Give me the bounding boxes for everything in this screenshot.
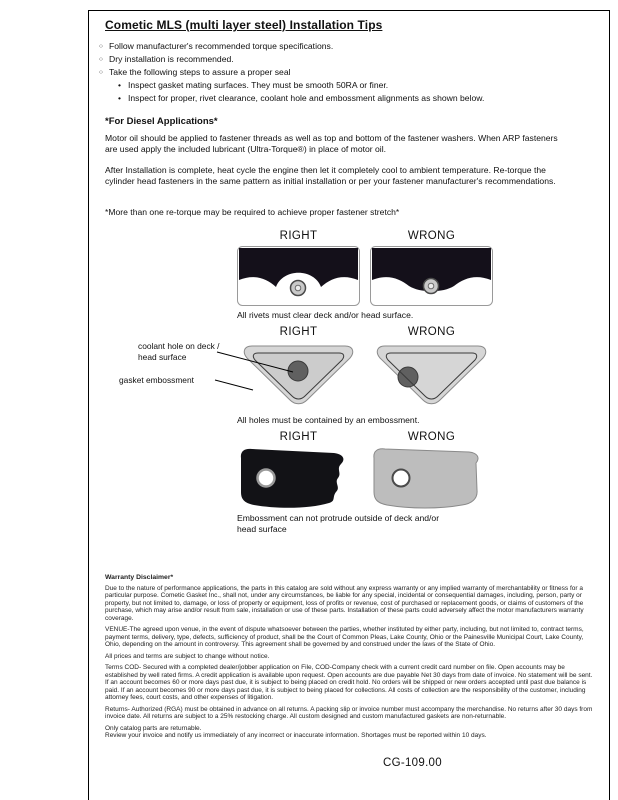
tip-text: Follow manufacturer's recommended torque specifications.: [109, 41, 334, 51]
warranty-heading: Warranty Disclaimer*: [105, 574, 174, 581]
tip-text: Take the following steps to assure a proper seal: [109, 67, 291, 77]
protrusion-right-diagram: [237, 446, 360, 510]
warranty-paragraph: Only catalog parts are returnable.: [105, 724, 202, 732]
tip-sub-item: [118, 79, 484, 92]
diagram-row-rivets: [237, 246, 493, 306]
right-label: RIGHT: [279, 431, 318, 443]
diesel-paragraph-2: After Installation is complete, heat cycle the engine then let it completely cool to ambient temperature. Re-torque the cylinder head fasteners in the same pattern as initial installation or per your fastener manufacturer's recommendations.: [105, 165, 556, 186]
tip-sub-item: [118, 92, 484, 105]
tip-text: Dry installation is recommended.: [109, 54, 234, 64]
tip-item: [99, 40, 484, 53]
tip-item: [99, 66, 484, 79]
rivet-caption: All rivets must clear deck and/or head surface.: [237, 310, 414, 320]
page-code: CG-109.00: [383, 757, 442, 769]
right-label: RIGHT: [279, 326, 318, 338]
diagram-header-row3: [237, 431, 493, 443]
protrusion-wrong-diagram: [370, 446, 493, 510]
warranty-section: [105, 574, 593, 744]
right-label: RIGHT: [279, 230, 318, 242]
rivet-wrong-diagram: [370, 246, 493, 306]
diagram-header-row1: [237, 230, 493, 242]
diagram-row-protrusion: [237, 446, 493, 510]
warranty-paragraph: VENUE-The agreed upon venue, in the event of dispute whatsoever between the parties, whether instituted by either party, including, but not limited to, contract terms, payment terms, delivery, type, defects, sufficiency of product, shall be the Court of Common Pleas, Lake County, Ohio or the Painesville Municipal Court, Lake County, Ohio, depending on the amount in controversy. This agreement shall be governed by and construed under the laws of the State of Ohio.: [105, 626, 584, 648]
wrong-label: WRONG: [407, 326, 456, 338]
gasket-embossment-callout: gasket embossment: [119, 375, 194, 385]
wrong-label: WRONG: [407, 431, 456, 443]
tip-text: Inspect for proper, rivet clearance, coolant hole and embossment alignments as shown below.: [128, 93, 485, 103]
warranty-paragraph: Terms COD- Secured with a completed dealer/jobber application on File, COD-Company check with a current credit card number on file. Open accounts may be established by well rated firms. A credit application is available upon request. Open accounts are due payable Net 30 days from date of invoice. No statement will be sent. If an account becomes 60 or more days past due, it is subject to being placed on credit hold. No orders will be shipped or new orders accepted until past due balance is paid. If an account becomes 90 or more days past due, it is subject to being placed for collections. All costs of collection are the responsibility of the customer, including attorney fees, court costs, and other expenses of litigation.: [105, 664, 593, 701]
tip-list: [99, 40, 484, 105]
warranty-paragraph: All prices and terms are subject to change without notice.: [105, 652, 270, 660]
diagram-header-row2: [237, 326, 493, 338]
warranty-paragraph: Review your invoice and notify us immediately of any incorrect or inaccurate information. Shortages must be reported within 10 days.: [105, 732, 487, 739]
holes-caption: All holes must be contained by an embossment.: [237, 415, 420, 425]
rivet-right-diagram: [237, 246, 360, 306]
diesel-paragraph-1: Motor oil should be applied to fastener threads as well as top and bottom of the fastener washers. When ARP fasteners are used apply the included lubricant (Ultra-Torque®) in place of motor oil.: [105, 133, 558, 154]
coolant-hole-callout: coolant hole on deck / head surface: [138, 341, 220, 362]
tip-item: [99, 53, 484, 66]
callout-leader-lines: [205, 344, 315, 399]
protrusion-caption: Embossment can not protrude outside of deck and/or head surface: [237, 513, 440, 534]
tip-text: Inspect gasket mating surfaces. They must be smooth 50RA or finer.: [128, 80, 389, 90]
warranty-paragraph: Returns- Authorized (RGA) must be obtained in advance on all returns. A packing slip or invoice number must accompany the merchandise. No returns after 30 days from invoice date. All returns are subject to a 25% restocking charge. All custom designed and custom manufactured gaskets are non-returnable.: [105, 705, 593, 720]
diesel-applications-heading: *For Diesel Applications*: [105, 116, 218, 127]
embossment-wrong-diagram: [370, 341, 493, 411]
warranty-paragraph: Due to the nature of performance applications, the parts in this catalog are sold without any express warranty or any implied warranty of merchantability or fitness for a particular purpose. Cometic Gasket Inc., shall not, under any circumstances, be liable for any special, incidental or consequential damages, including, person, party or property, but not limited to, damage, or loss of property or equipment, loss of profits or revenue, cost of purchased or replacement goods, or claims of customers of the purchase, which may arise and/or result from sale, installation or use of these parts. Installation of these parts could adversely affect the motor manufacturers warranty coverage.: [105, 584, 584, 622]
page-title: Cometic MLS (multi layer steel) Installation Tips: [105, 18, 383, 32]
retorque-note: *More than one re-torque may be required to achieve proper fastener stretch*: [105, 207, 400, 217]
wrong-label: WRONG: [407, 230, 456, 242]
